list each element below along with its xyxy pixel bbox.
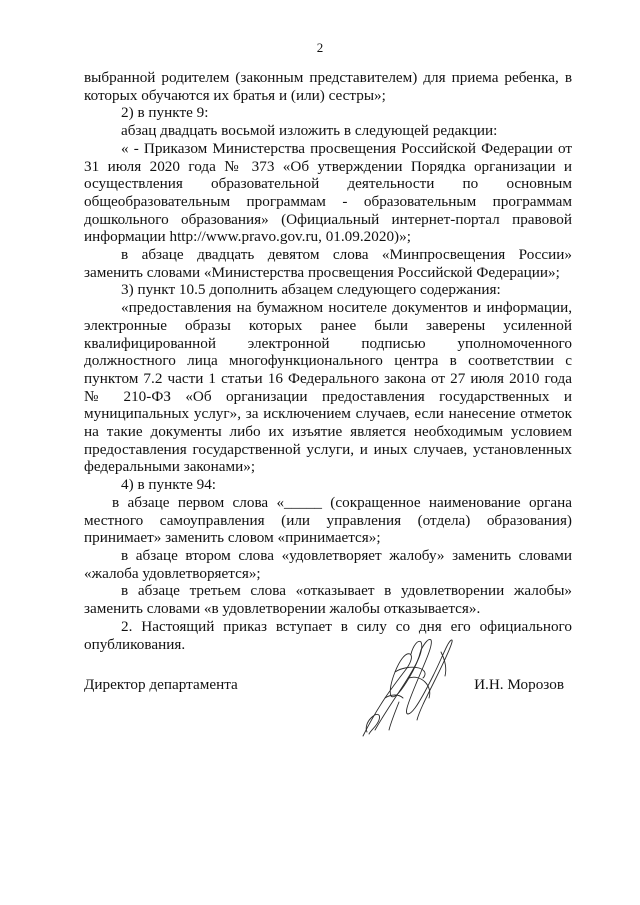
signer-name: И.Н. Морозов bbox=[474, 676, 564, 693]
page-number: 2 bbox=[316, 40, 324, 55]
paragraph-item-2-replacement: в абзаце двадцать девятом слова «Минпросвещения России» заменить словами «Министерства просвещения Российской Федерации»; bbox=[84, 246, 572, 281]
handwritten-signature bbox=[355, 632, 460, 744]
paragraph-item-2: 2) в пункте 9: bbox=[121, 104, 209, 122]
paragraph-item-4-second: в абзаце втором слова «удовлетворяет жалобу» заменить словами «жалоба удовлетворяется»; bbox=[84, 546, 572, 582]
signature-block bbox=[84, 676, 572, 696]
paragraph-continuation: выбранной родителем (законным представителем) для приема ребенка, в которых обучаются их братья и (или) сестры»; bbox=[84, 69, 572, 104]
paragraph-item-2-instruction: абзац двадцать восьмой изложить в следующей редакции: bbox=[121, 122, 498, 140]
paragraph-item-4: 4) в пункте 94: bbox=[121, 476, 217, 494]
paragraph-item-2-new-text: « - Приказом Министерства просвещения Российской Федерации от 31 июля 2020 года № 373 «Об утверждении Порядка организации и осуществления образовательной деятельности по основным общеобразовательным программам - образовательным программам дошкольного образования» (Официальный интернет-портал правовой информации http://www.pravo.gov.ru, 01.09.2020)»; bbox=[84, 139, 572, 246]
paragraph-item-3: 3) пункт 10.5 дополнить абзацем следующего содержания: bbox=[121, 281, 501, 299]
paragraph-item-3-new-text: «предоставления на бумажном носителе документов и информации, электронные образы которых ранее были заверены усиленной квалифицированной электронной подписью уполномоченного должностного лица многофункционального центра в соответствии с пунктом 7.2 части 1 статьи 16 Федерального закона от 27 июля 2010 года № 210-ФЗ «Об организации предоставления государственных и муниципальных услуг», за исключением случаев, если нанесение отметок на такие документы либо их изъятие является необходимым условием предоставления государственной услуги, и иных случаев, установленных федеральными законами»; bbox=[84, 299, 572, 476]
document-body bbox=[84, 69, 572, 653]
signer-position: Директор департамента bbox=[84, 676, 238, 693]
paragraph-effective-date: 2. Настоящий приказ вступает в силу со дня его официального опубликования. bbox=[84, 617, 572, 653]
paragraph-item-4-first: в абзаце первом слова «_____ (сокращенное наименование органа местного самоуправления (или управления (отдела) образования) принимает» заменить словом «принимается»; bbox=[84, 493, 572, 547]
paragraph-item-4-third: в абзаце третьем слова «отказывает в удовлетворении жалобы» заменить словами «в удовлетворении жалобы отказывается». bbox=[84, 582, 572, 618]
